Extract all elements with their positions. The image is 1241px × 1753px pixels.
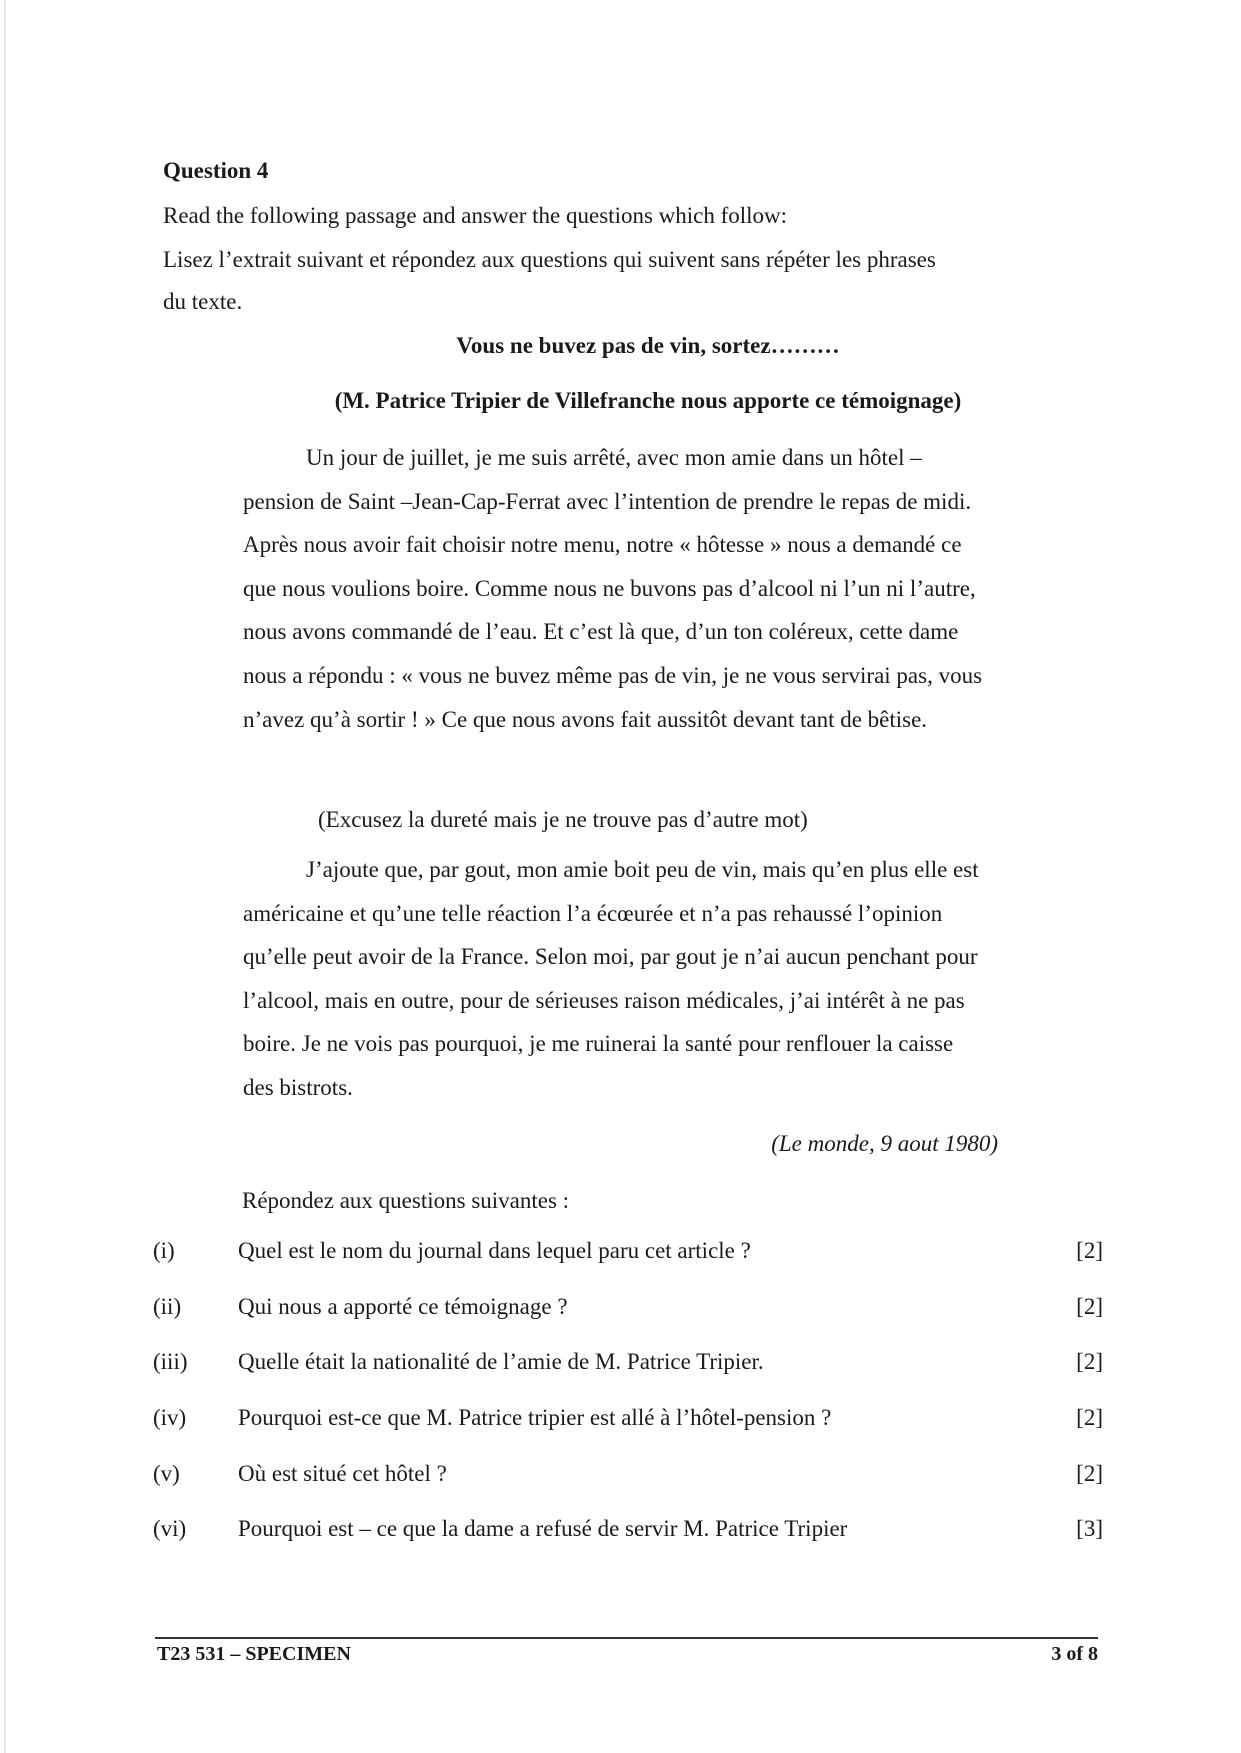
question-text: Quelle était la nationalité de l’amie de M. Patrice Tripier. — [238, 1349, 764, 1374]
question-marks: [2] — [1076, 1238, 1103, 1263]
footer-page-number: 3 of 8 — [1051, 1643, 1098, 1665]
paragraph-1-text: Un jour de juillet, je me suis arrêté, avec mon amie dans un hôtel – pension de Saint –Jean-Cap-Ferrat avec l’intention de prendre le repas de midi. Après nous avoir fait choisir notre menu, notre « hôtesse » nous a demandé ce que nous voulions boire. Comme nous ne buvons pas d’alcool ni l’un ni l’autre, nous avons commandé de l’eau. Et c’est là que, d’un ton coléreux, cette dame nous a répondu : « vous ne buvez même pas de vin, je ne vous servirai pas, vous n’avez qu’à sortir ! » Ce que nous avons fait aussitôt devant tant de bêtise. — [243, 445, 983, 732]
question-number: (vi) — [153, 1516, 187, 1541]
paragraph-2-text: J’ajoute que, par gout, mon amie boit peu de vin, mais qu’en plus elle est américaine et qu’une telle réaction l’a écœurée et n’a pas rehaussé l’opinion qu’elle peut avoir de la France. Selon moi, par gout je n’ai aucun penchant pour l’alcool, mais en outre, pour de sérieuses raison médicales, j’ai intérêt à ne pas boire. Je ne vois pas pourquoi, je me ruinerai la santé pour renflouer la caisse des bistrots. — [243, 857, 979, 1100]
question-item — [153, 1405, 1103, 1439]
passage-paragraph-1 — [243, 436, 988, 741]
question-number: (iii) — [153, 1349, 188, 1374]
scan-edge — [4, 0, 6, 1753]
question-heading: Question 4 — [163, 158, 269, 183]
instruction-french-line1: Lisez l’extrait suivant et répondez aux questions qui suivent sans répéter les phrases — [163, 247, 936, 272]
question-marks: [2] — [1076, 1294, 1103, 1319]
question-item — [153, 1516, 1103, 1550]
question-text: Pourquoi est-ce que M. Patrice tripier est allé à l’hôtel-pension ? — [238, 1405, 832, 1430]
question-item — [153, 1294, 1103, 1328]
question-number: (i) — [153, 1238, 175, 1263]
passage-paragraph-2 — [243, 848, 988, 1110]
question-text: Qui nous a apporté ce témoignage ? — [238, 1294, 568, 1319]
question-item — [153, 1461, 1103, 1495]
question-number: (ii) — [153, 1294, 182, 1319]
footer-divider — [155, 1637, 1098, 1639]
instruction-french-line2: du texte. — [163, 289, 243, 314]
question-marks: [2] — [1076, 1461, 1103, 1486]
question-number: (iv) — [153, 1405, 187, 1430]
passage-source: (Le monde, 9 aout 1980) — [771, 1131, 998, 1156]
question-item — [153, 1349, 1103, 1383]
instruction-english: Read the following passage and answer the questions which follow: — [163, 203, 788, 228]
footer-exam-code: T23 531 – SPECIMEN — [157, 1643, 351, 1665]
question-number: (v) — [153, 1461, 180, 1486]
question-text: Quel est le nom du journal dans lequel paru cet article ? — [238, 1238, 751, 1263]
question-marks: [3] — [1076, 1516, 1103, 1541]
question-marks: [2] — [1076, 1349, 1103, 1374]
passage-title: Vous ne buvez pas de vin, sortez……… — [456, 333, 840, 358]
passage-aside: (Excusez la dureté mais je ne trouve pas d’autre mot) — [318, 807, 808, 832]
question-item — [153, 1238, 1103, 1272]
questions-intro: Répondez aux questions suivantes : — [242, 1188, 570, 1213]
passage-subtitle: (M. Patrice Tripier de Villefranche nous apporte ce témoignage) — [334, 388, 962, 413]
question-text: Où est situé cet hôtel ? — [238, 1461, 447, 1486]
question-marks: [2] — [1076, 1405, 1103, 1430]
question-text: Pourquoi est – ce que la dame a refusé de servir M. Patrice Tripier — [238, 1516, 848, 1541]
